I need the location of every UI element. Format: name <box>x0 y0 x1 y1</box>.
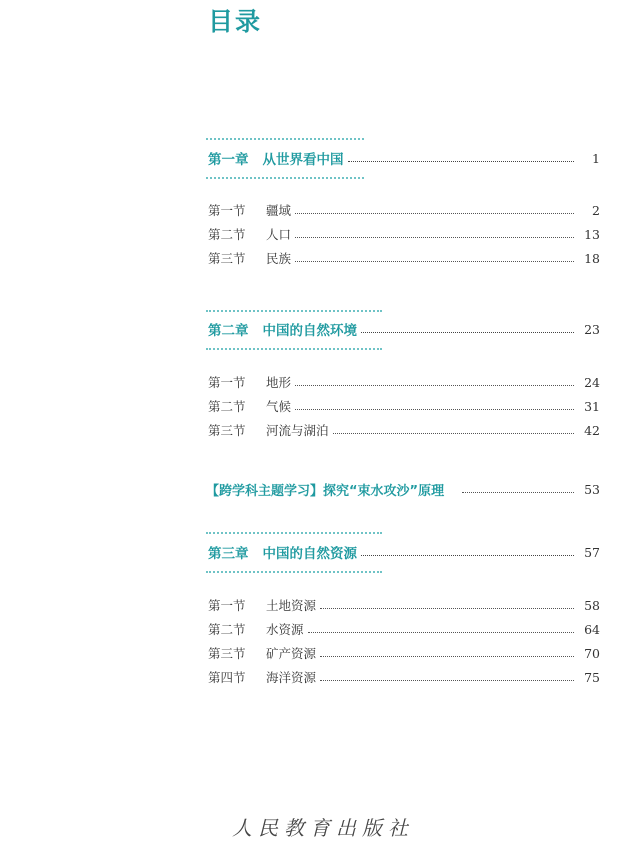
section-title: 疆域 <box>266 203 292 218</box>
section-number: 第二节 <box>208 622 246 637</box>
page-number: 75 <box>584 669 600 685</box>
chapter-1-top-rule <box>206 138 364 140</box>
chapter-number: 第三章 <box>208 546 249 562</box>
page-number: 1 <box>592 150 600 166</box>
toc-section-entry[interactable] <box>208 420 600 440</box>
chapter-title: 从世界看中国 <box>262 152 344 168</box>
section-title: 气候 <box>266 399 292 414</box>
dot-leader <box>295 213 574 214</box>
section-number: 第一节 <box>208 203 246 218</box>
section-title: 地形 <box>266 375 292 390</box>
section-title: 矿产资源 <box>266 646 317 661</box>
dot-leader <box>295 385 574 386</box>
page-number: 53 <box>584 481 600 497</box>
dot-leader <box>361 332 574 333</box>
section-title: 民族 <box>266 251 292 266</box>
dot-leader <box>320 656 574 657</box>
section-number: 第三节 <box>208 251 246 266</box>
page-number: 70 <box>584 645 600 661</box>
chapter-number: 第二章 <box>208 323 249 339</box>
dot-leader <box>333 433 574 434</box>
section-number: 第三节 <box>208 646 246 661</box>
toc-section-entry[interactable] <box>208 200 600 220</box>
dot-leader <box>295 409 574 410</box>
chapter-3-top-rule <box>206 532 382 534</box>
section-title: 水资源 <box>266 622 304 637</box>
toc-section-entry[interactable] <box>208 643 600 663</box>
section-number: 第一节 <box>208 598 246 613</box>
page-number: 57 <box>584 544 600 560</box>
special-title: 【跨学科主题学习】探究“束水攻沙”原理 <box>206 483 445 499</box>
dot-leader <box>361 555 574 556</box>
chapter-1-bottom-rule <box>206 177 364 179</box>
section-title: 河流与湖泊 <box>266 423 329 438</box>
interdisciplinary-entry[interactable] <box>206 478 600 500</box>
page-number: 64 <box>584 621 600 637</box>
publisher-logo: 人民教育出版社 <box>232 816 414 840</box>
chapter-2-entry[interactable] <box>208 318 600 340</box>
chapter-2-top-rule <box>206 310 382 312</box>
toc-section-entry[interactable] <box>208 667 600 687</box>
page-number: 18 <box>584 250 600 266</box>
page-number: 24 <box>584 374 600 390</box>
section-number: 第三节 <box>208 423 246 438</box>
chapter-number: 第一章 <box>208 152 249 168</box>
page-number: 42 <box>584 422 600 438</box>
toc-section-entry[interactable] <box>208 224 600 244</box>
dot-leader <box>348 161 575 162</box>
page-number: 58 <box>584 597 600 613</box>
chapter-2-bottom-rule <box>206 348 382 350</box>
chapter-title: 中国的自然环境 <box>262 323 357 339</box>
toc-section-entry[interactable] <box>208 248 600 268</box>
section-title: 土地资源 <box>266 598 317 613</box>
toc-section-entry[interactable] <box>208 372 600 392</box>
section-title: 海洋资源 <box>266 670 317 685</box>
dot-leader <box>462 492 574 493</box>
page-number: 23 <box>584 321 600 337</box>
section-number: 第四节 <box>208 670 246 685</box>
chapter-1-entry[interactable] <box>208 147 600 169</box>
dot-leader <box>320 608 574 609</box>
section-title: 人口 <box>266 227 292 242</box>
section-number: 第二节 <box>208 227 246 242</box>
chapter-3-bottom-rule <box>206 571 382 573</box>
page-number: 2 <box>592 202 600 218</box>
dot-leader <box>295 237 574 238</box>
page-title: 目录 <box>208 7 263 36</box>
toc-section-entry[interactable] <box>208 396 600 416</box>
dot-leader <box>320 680 574 681</box>
chapter-title: 中国的自然资源 <box>262 546 357 562</box>
chapter-3-entry[interactable] <box>208 541 600 563</box>
section-number: 第二节 <box>208 399 246 414</box>
dot-leader <box>308 632 574 633</box>
dot-leader <box>295 261 574 262</box>
toc-section-entry[interactable] <box>208 619 600 639</box>
page-number: 13 <box>584 226 600 242</box>
page-number: 31 <box>584 398 600 414</box>
toc-section-entry[interactable] <box>208 595 600 615</box>
section-number: 第一节 <box>208 375 246 390</box>
